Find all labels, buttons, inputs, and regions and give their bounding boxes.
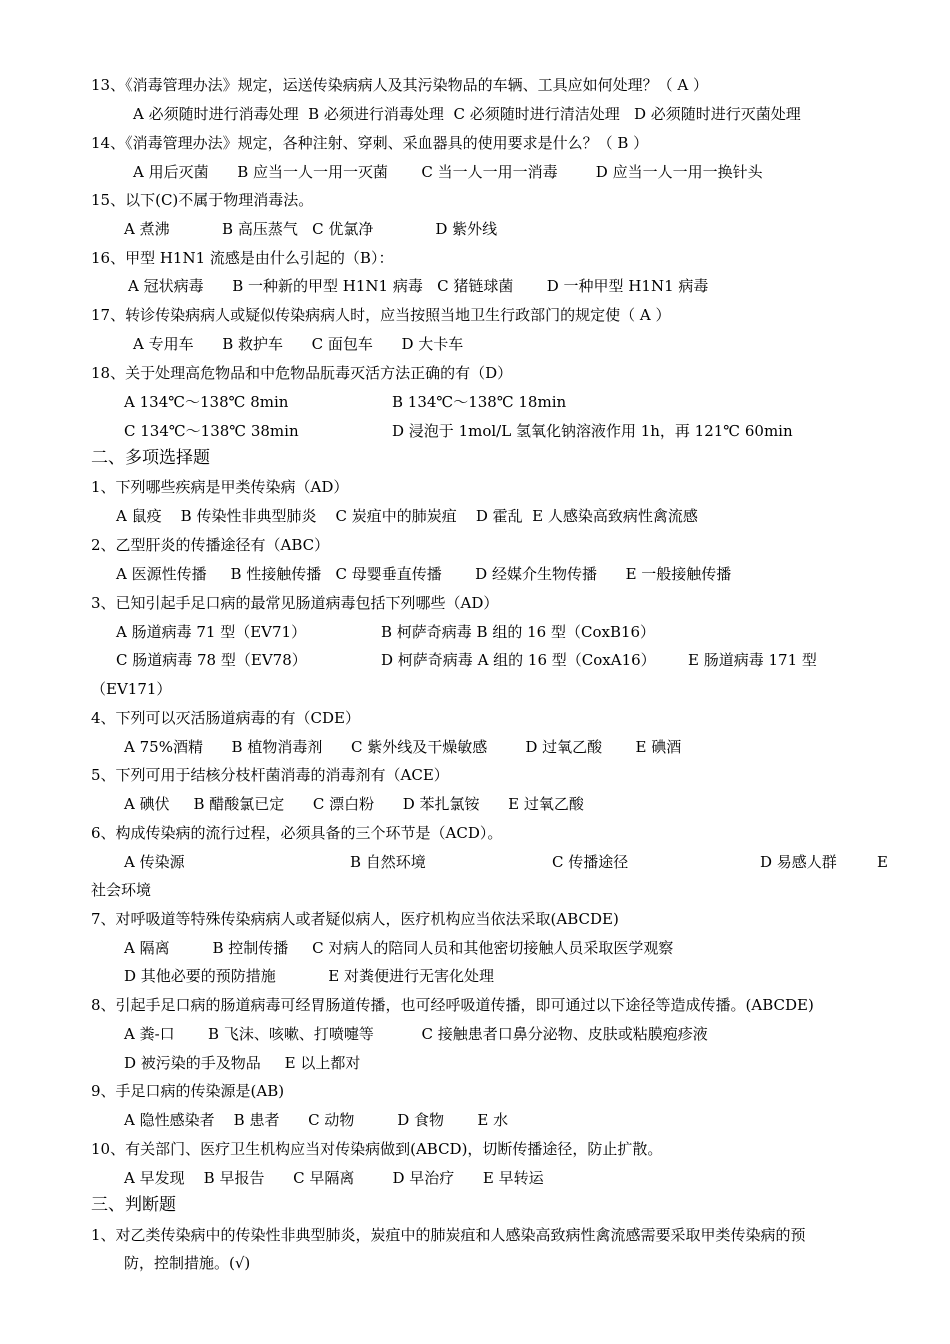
- q13-options: A 必须随时进行消毒处理 B 必须进行消毒处理 C 必须随时进行清洁处理 D 必须随时进行灭菌处理: [133, 105, 801, 123]
- mc-question-6: 6、构成传染病的流行过程，必须具备的三个环节是（ACD）。: [91, 824, 503, 842]
- mc1-options: A 鼠疫 B 传染性非典型肺炎 C 炭疽中的肺炭疽 D 霍乱 E 人感染高致病性禽流感: [116, 507, 698, 525]
- q18-option-b: B 134℃～138℃ 18min: [392, 393, 567, 411]
- q16-options: A 冠状病毒 B 一种新的甲型 H1N1 病毒 C 猪链球菌 D 一种甲型 H1N1 病毒: [128, 277, 709, 295]
- mc3-option-d: D 柯萨奇病毒 A 组的 16 型（CoxA16）: [381, 651, 656, 669]
- mc6-option-e: E: [877, 853, 888, 871]
- mc-question-7: 7、对呼吸道等特殊传染病病人或者疑似病人，医疗机构应当依法采取(ABCDE): [91, 910, 619, 928]
- q18-option-c: C 134℃～138℃ 38min: [124, 422, 299, 440]
- tf-question-1: 1、对乙类传染病中的传染性非典型肺炎，炭疽中的肺炭疽和人感染高致病性禽流感需要采取甲类传染病的预: [91, 1226, 806, 1244]
- mc8-options-1: A 粪-口 B 飞沫、咳嗽、打喷嚏等 C 接触患者口鼻分泌物、皮肤或粘膜疱疹液: [124, 1025, 708, 1043]
- question-16: 16、甲型 H1N1 流感是由什么引起的（B）：: [91, 249, 394, 267]
- mc3-option-c: C 肠道病毒 78 型（EV78）: [116, 651, 307, 669]
- mc9-options: A 隐性感染者 B 患者 C 动物 D 食物 E 水: [124, 1111, 509, 1129]
- mc3-option-a: A 肠道病毒 71 型（EV71）: [116, 623, 307, 641]
- mc-question-5: 5、下列可用于结核分枝杆菌消毒的消毒剂有（ACE）: [91, 766, 449, 784]
- mc-question-2: 2、乙型肝炎的传播途径有（ABC）: [91, 536, 330, 554]
- mc3-option-e-cont: （EV171）: [91, 680, 172, 698]
- mc6-option-b: B 自然环境: [350, 853, 426, 871]
- mc6-option-c: C 传播途径: [552, 853, 629, 871]
- section-heading-multiple-choice: 二、多项选择题: [91, 448, 210, 468]
- mc6-option-e-cont: 社会环境: [91, 881, 152, 899]
- q15-options: A 煮沸 B 高压蒸气 C 优氯净 D 紫外线: [124, 220, 498, 238]
- q14-options: A 用后灭菌 B 应当一人一用一灭菌 C 当一人一用一消毒 D 应当一人一用一换针头: [133, 163, 763, 181]
- mc-question-4: 4、下列可以灭活肠道病毒的有（CDE）: [91, 709, 360, 727]
- question-18: 18、关于处理高危物品和中危物品朊毒灭活方法正确的有（D）: [91, 364, 513, 382]
- question-17: 17、转诊传染病病人或疑似传染病病人时，应当按照当地卫生行政部门的规定使（ A ）: [91, 306, 671, 324]
- question-15: 15、以下(C)不属于物理消毒法。: [91, 191, 314, 209]
- mc-question-3: 3、已知引起手足口病的最常见肠道病毒包括下列哪些（AD）: [91, 594, 499, 612]
- mc2-options: A 医源性传播 B 性接触传播 C 母婴垂直传播 D 经媒介生物传播 E 一般接触传播: [116, 565, 732, 583]
- question-13: 13、《消毒管理办法》规定，运送传染病病人及其污染物品的车辆、工具应如何处理？（ A ）: [91, 76, 708, 94]
- mc8-options-2: D 被污染的手及物品 E 以上都对: [124, 1054, 361, 1072]
- mc3-option-b: B 柯萨奇病毒 B 组的 16 型（CoxB16）: [381, 623, 656, 641]
- q18-option-d: D 浸泡于 1mol/L 氢氧化钠溶液作用 1h，再 121℃ 60min: [392, 422, 793, 440]
- q18-option-a: A 134℃～138℃ 8min: [124, 393, 289, 411]
- question-14: 14、《消毒管理办法》规定，各种注射、穿刺、采血器具的使用要求是什么？（ B ）: [91, 134, 649, 152]
- mc-question-9: 9、手足口病的传染源是(AB): [91, 1082, 285, 1100]
- mc-question-10: 10、有关部门、医疗卫生机构应当对传染病做到(ABCD)，切断传播途径，防止扩散。: [91, 1140, 663, 1158]
- section-heading-true-false: 三、判断题: [91, 1195, 176, 1215]
- mc-question-8: 8、引起手足口病的肠道病毒可经胃肠道传播，也可经呼吸道传播，即可通过以下途径等造成传播。(ABCDE): [91, 996, 814, 1014]
- tf-question-1-cont: 防，控制措施。(√): [124, 1254, 251, 1272]
- mc4-options: A 75%酒精 B 植物消毒剂 C 紫外线及干燥敏感 D 过氧乙酸 E 碘酒: [124, 738, 682, 756]
- mc10-options: A 早发现 B 早报告 C 早隔离 D 早治疗 E 早转运: [124, 1169, 544, 1187]
- mc3-option-e: E 肠道病毒 171 型: [688, 651, 817, 669]
- mc6-option-a: A 传染源: [124, 853, 185, 871]
- mc7-options-1: A 隔离 B 控制传播 C 对病人的陪同人员和其他密切接触人员采取医学观察: [124, 939, 674, 957]
- mc5-options: A 碘伏 B 醋酸氯已定 C 漂白粉 D 苯扎氯铵 E 过氧乙酸: [124, 795, 584, 813]
- q17-options: A 专用车 B 救护车 C 面包车 D 大卡车: [133, 335, 464, 353]
- mc6-option-d: D 易感人群: [760, 853, 837, 871]
- mc7-options-2: D 其他必要的预防措施 E 对粪便进行无害化处理: [124, 967, 494, 985]
- mc-question-1: 1、下列哪些疾病是甲类传染病（AD）: [91, 478, 349, 496]
